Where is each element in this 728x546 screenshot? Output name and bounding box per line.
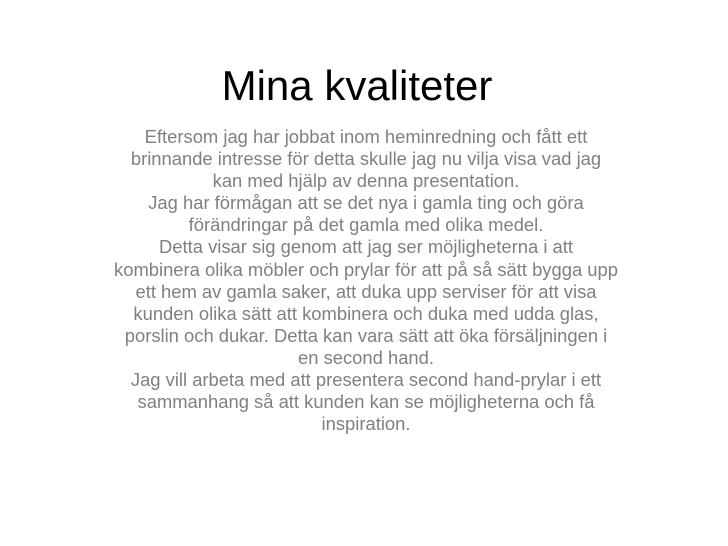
body-paragraph-3: Detta visar sig genom att jag ser möjligheterna i att kombinera olika möbler och prylar för att på så sätt bygga upp ett hem av gamla saker, att duka upp serviser för att visa kunden olika sätt att kombinera och duka med udda glas, porslin och dukar. Detta kan vara sätt att öka försäljningen i en second hand. — [114, 236, 618, 368]
body-paragraph-1: Eftersom jag har jobbat inom heminredning och fått ett brinnande intresse för detta skulle jag nu vilja visa vad jag kan med hjälp av denna presentation. — [130, 126, 602, 192]
slide-body — [114, 126, 618, 435]
body-paragraph-2: Jag har förmågan att se det nya i gamla ting och göra förändringar på det gamla med olika medel. — [148, 192, 584, 236]
slide-title: Mina kvaliteter — [221, 62, 493, 109]
body-paragraph-4: Jag vill arbeta med att presentera second hand-prylar i ett sammanhang så att kunden kan se möjligheterna och få inspiration. — [130, 369, 602, 435]
